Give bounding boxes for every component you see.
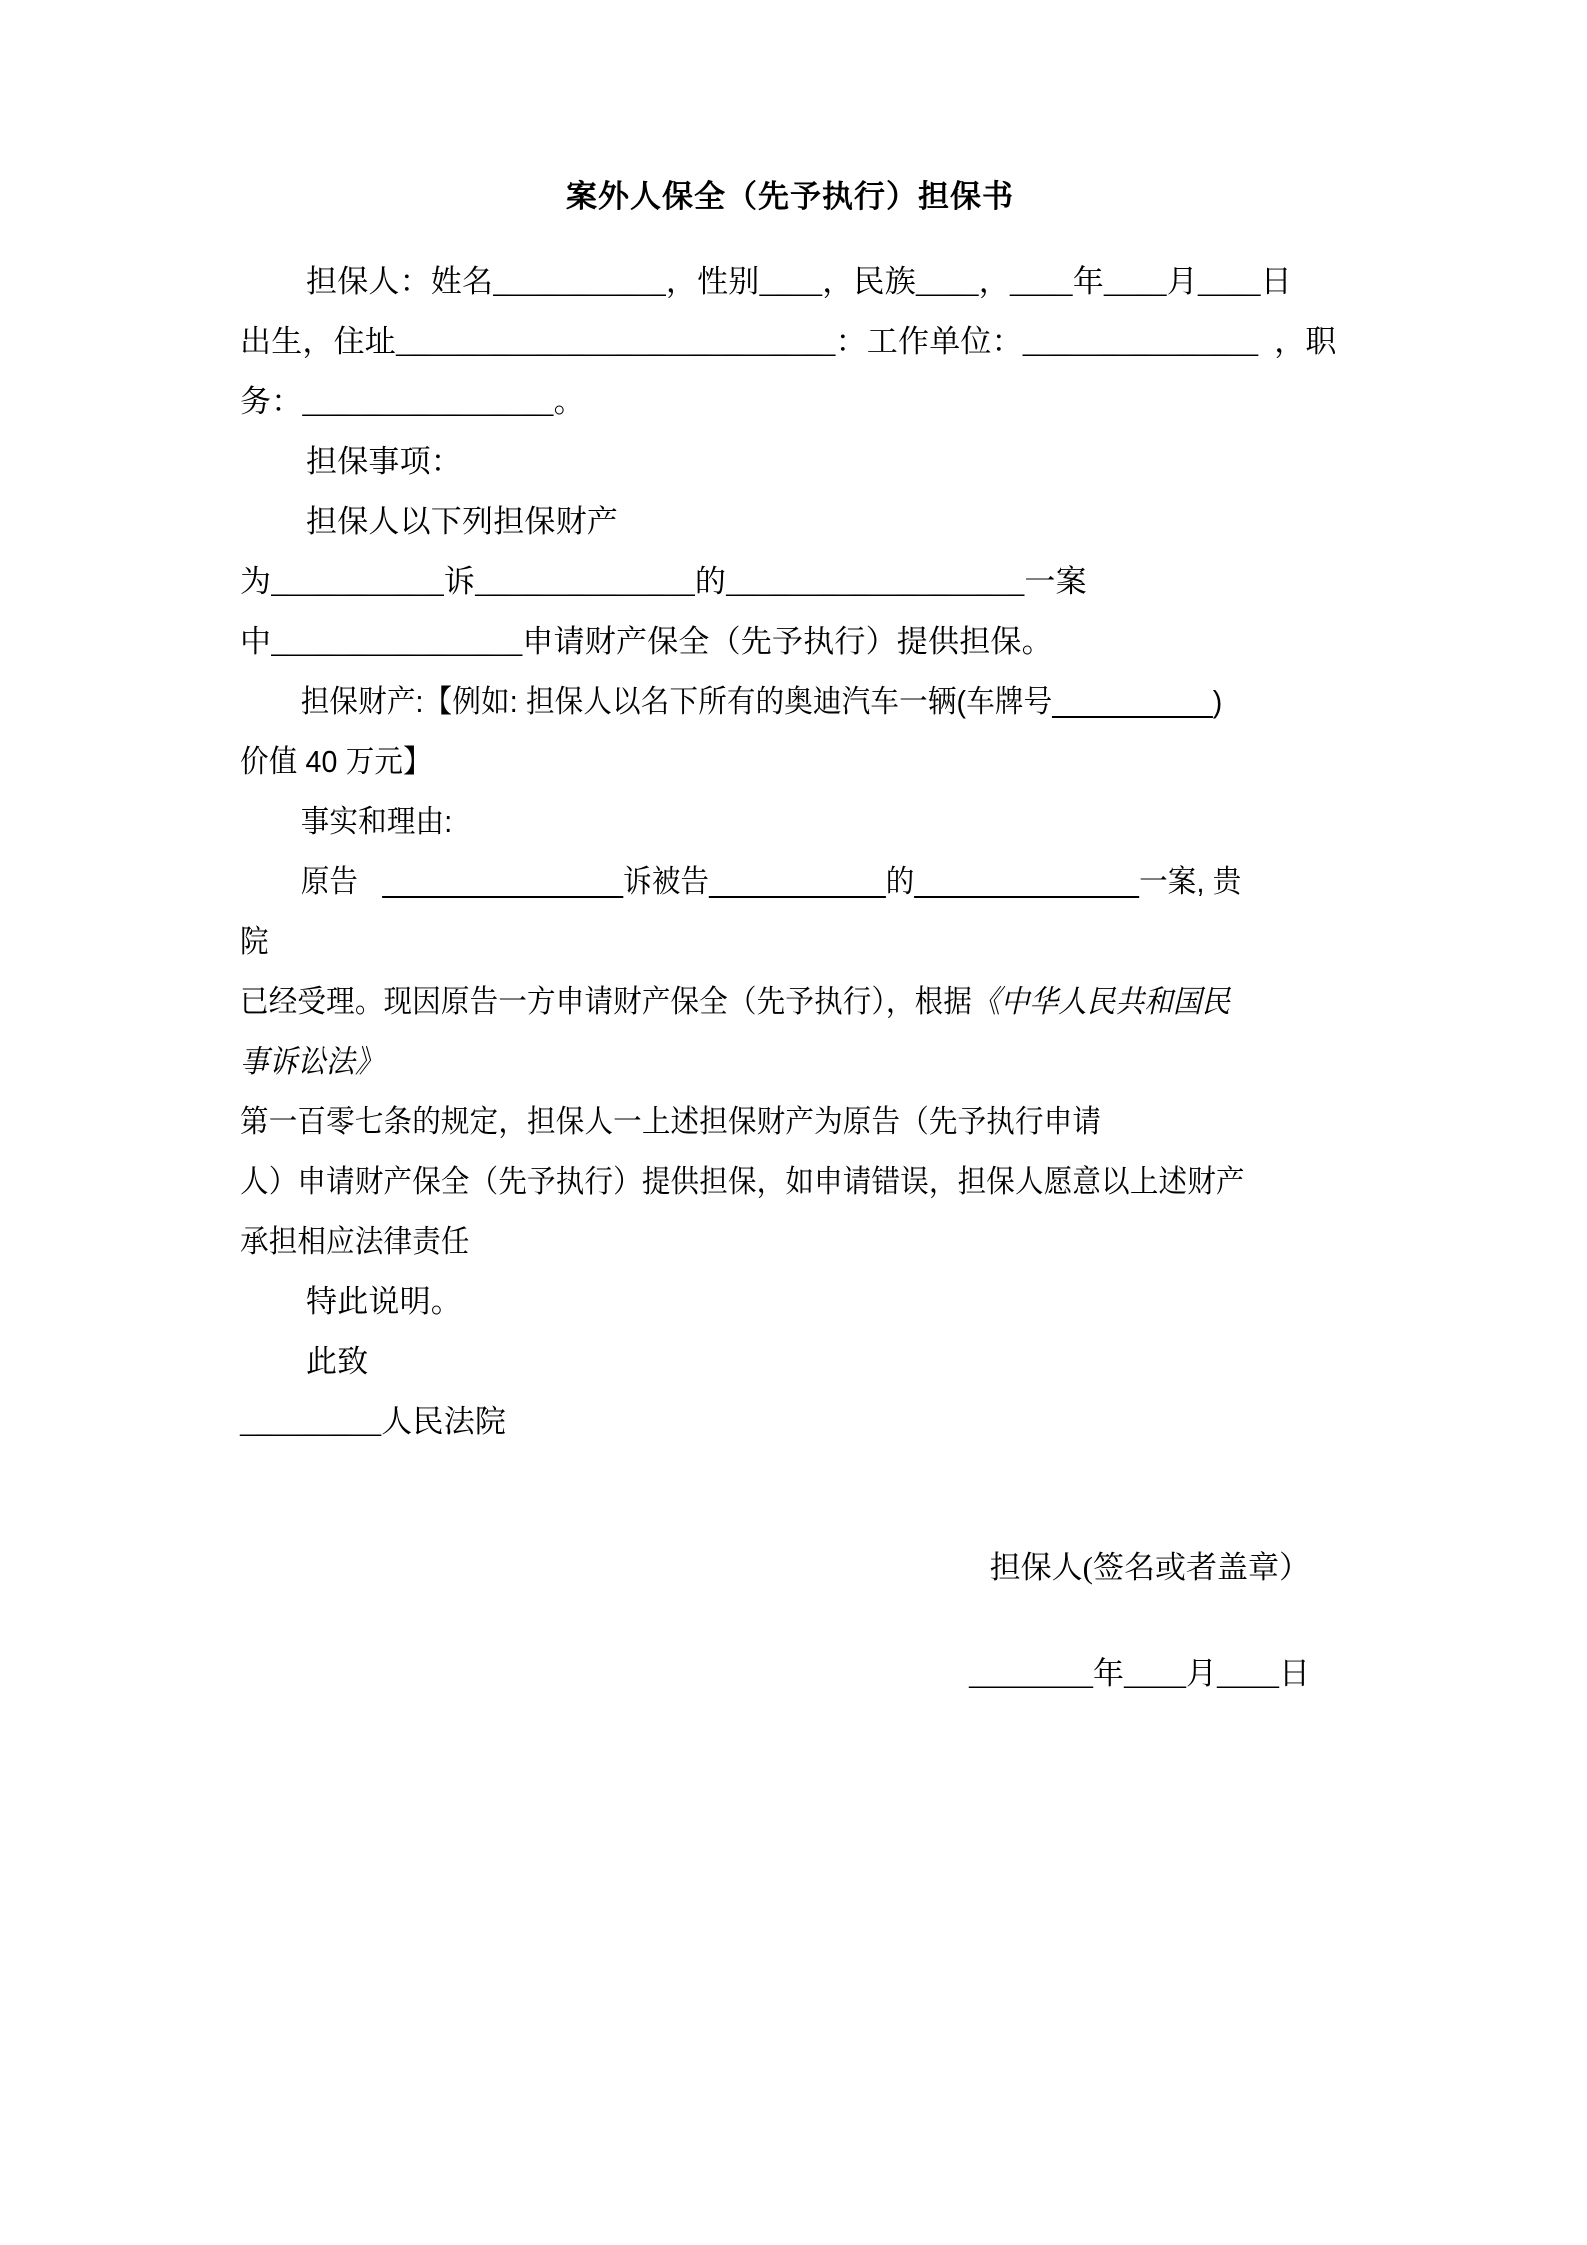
facts-and-reasons-line-4 bbox=[240, 1152, 1340, 1212]
facts-and-reasons-text-5: 承担相应法律责任 bbox=[240, 1224, 470, 1260]
guarantor-info-block bbox=[240, 252, 1340, 432]
guarantee-property-line-1 bbox=[240, 672, 1340, 732]
facts-and-reasons-line-3 bbox=[240, 1092, 1340, 1152]
guarantee-property-line-2 bbox=[240, 732, 1340, 792]
facts-and-reasons-heading bbox=[240, 792, 1340, 852]
closing-court-line: _________人民法院 bbox=[240, 1404, 507, 1440]
facts-and-reasons-line-2 bbox=[240, 972, 1340, 1092]
facts-and-reasons-text-1: 原告 _______________诉被告___________的______________一案, 贵院 bbox=[240, 864, 1242, 960]
guarantee-property-block bbox=[240, 672, 1340, 792]
guarantee-matters-line-3: 中________________申请财产保全（先予执行）提供担保。 bbox=[240, 624, 1053, 660]
guarantor-address-line: 出生，住址____________________________：工作单位：_______________ ，职 bbox=[240, 324, 1337, 360]
date-spacer bbox=[240, 1598, 1340, 1644]
signature-block bbox=[240, 1538, 1340, 1704]
facts-and-reasons-line-1 bbox=[240, 852, 1340, 972]
guarantee-matters-block bbox=[240, 432, 1340, 672]
guarantee-property-text-1: 担保财产:【例如: 担保人以名下所有的奥迪汽车一辆(车牌号__________) bbox=[300, 684, 1223, 720]
facts-and-reasons-text-2: 已经受理。现因原告一方申请财产保全（先予执行），根据 bbox=[240, 984, 973, 1020]
closing-block bbox=[240, 1272, 1340, 1452]
guarantor-name-line: 担保人：姓名___________，性别____，民族____，____年____月____日 bbox=[306, 264, 1292, 300]
guarantee-matters-line-1: 担保人以下列担保财产 bbox=[306, 504, 618, 540]
closing-salutation: 此致 bbox=[306, 1344, 369, 1380]
signature-date-line: ________年____月____日 bbox=[969, 1656, 1310, 1692]
signature-spacer bbox=[240, 1452, 1340, 1538]
closing-statement: 特此说明。 bbox=[306, 1284, 462, 1320]
guarantee-matters-heading: 担保事项： bbox=[306, 444, 462, 480]
document-content bbox=[240, 175, 1340, 1704]
guarantee-matters-line-2: 为___________诉______________的___________________一案 bbox=[240, 564, 1087, 600]
guarantor-position-line: 务：________________。 bbox=[240, 384, 585, 420]
facts-and-reasons-text-3: 第一百零七条的规定，担保人一上述担保财产为原告（先予执行申请 bbox=[240, 1104, 1102, 1140]
facts-and-reasons-text-4: 人）申请财产保全（先予执行）提供担保，如申请错误，担保人愿意以上述财产 bbox=[240, 1164, 1245, 1200]
law-reference: 《中华人民共和国民事诉讼法》 bbox=[240, 984, 1231, 1080]
facts-and-reasons-block bbox=[240, 792, 1340, 1272]
facts-and-reasons-heading-text: 事实和理由: bbox=[300, 804, 453, 840]
guarantee-property-text-2: 价值 40 万元】 bbox=[240, 744, 432, 780]
page-title: 案外人保全（先予执行）担保书 bbox=[566, 179, 1014, 214]
facts-and-reasons-text-2-wrapper bbox=[240, 972, 1252, 1092]
facts-and-reasons-line-5 bbox=[240, 1212, 1340, 1272]
signature-label: 担保人(签名或者盖章） bbox=[989, 1550, 1310, 1586]
